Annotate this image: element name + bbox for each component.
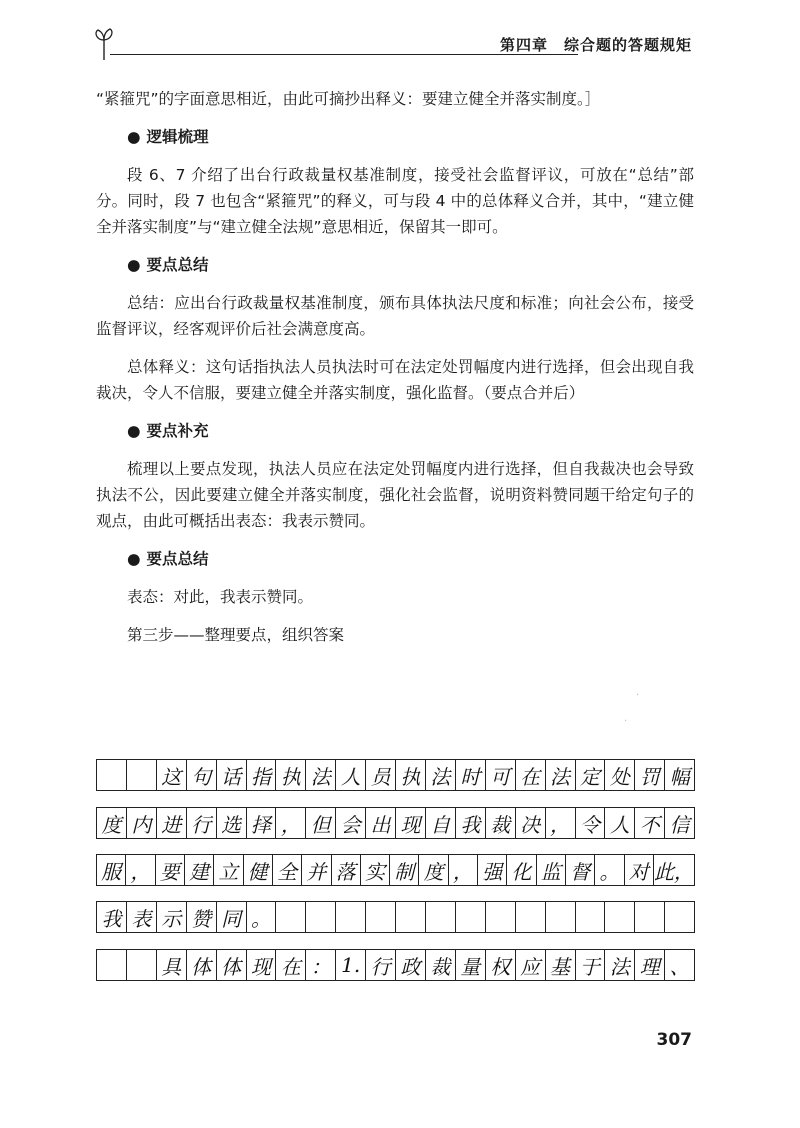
grid-cell: 1. [336, 950, 366, 980]
grid-cell: 决 [516, 808, 546, 838]
section-heading: ● 要点总结 [127, 550, 209, 568]
paragraph: 段 6、7 介绍了出台行政裁量权基准制度，接受社会监督评议，可放在“总结”部分。同时，段 7 也包含“紧箍咒”的释义，可与段 4 中的总体释义合并，其中，“建立健全并落实制度”与“建立健全法规”意思相近，保留其一即可。 [96, 166, 694, 236]
grid-cell: 强 [478, 855, 507, 885]
section-heading: ● 要点总结 [127, 256, 209, 274]
grid-cell: ： [306, 950, 336, 980]
grid-cell [456, 902, 486, 932]
grid-cell: 时 [456, 760, 486, 790]
grid-cell: 选 [217, 808, 247, 838]
page-header [92, 22, 692, 62]
grid-cell: 员 [366, 760, 396, 790]
grid-row [96, 854, 695, 886]
grid-cell [396, 902, 426, 932]
grid-cell: 处 [605, 760, 635, 790]
grid-cell: 监 [537, 855, 566, 885]
grid-cell: 内 [127, 808, 157, 838]
grid-cell: 建 [185, 855, 214, 885]
grid-cell: 信 [665, 808, 695, 838]
grid-cell [306, 902, 336, 932]
grid-cell: 度 [419, 855, 448, 885]
grid-cell: 幅 [665, 760, 695, 790]
grid-cell: 并 [302, 855, 331, 885]
body-text [96, 86, 694, 648]
grid-cell [97, 760, 127, 790]
grid-cell: 人 [605, 808, 635, 838]
grid-row [96, 949, 695, 981]
grid-cell [127, 760, 157, 790]
grid-cell: 人 [336, 760, 366, 790]
grid-row [96, 901, 695, 933]
grid-cell: ， [126, 855, 155, 885]
grid-cell: 裁 [426, 950, 456, 980]
grid-cell [426, 902, 456, 932]
grid-cell: 体 [217, 950, 247, 980]
grid-cell: 法 [306, 760, 336, 790]
grid-cell: 体 [187, 950, 217, 980]
grid-cell: 此， [654, 855, 695, 885]
grid-cell: 现 [396, 808, 426, 838]
grid-cell: 但 [306, 808, 336, 838]
grid-cell: 政 [396, 950, 426, 980]
grid-cell: ， [276, 808, 306, 838]
grid-cell: 理 [635, 950, 665, 980]
grid-cell: 全 [273, 855, 302, 885]
grid-cell: 执 [396, 760, 426, 790]
grid-cell: 不 [635, 808, 665, 838]
paragraph: “紧箍咒”的字面意思相近，由此可摘抄出释义：要建立健全并落实制度。］ [96, 90, 601, 108]
grid-cell: 这 [157, 760, 187, 790]
grid-cell: 择 [247, 808, 277, 838]
grid-cell [486, 902, 516, 932]
grid-cell: ， [546, 808, 576, 838]
grid-cell [516, 902, 546, 932]
grid-cell: ， [449, 855, 478, 885]
grid-cell [635, 902, 665, 932]
grid-cell: 法 [426, 760, 456, 790]
paragraph: 梳理以上要点发现，执法人员应在法定处罚幅度内进行选择，但自我裁决也会导致执法不公，因此要建立健全并落实制度，强化社会监督，说明资料赞同题干给定句子的观点，由此可概括出表态：我表示赞同。 [96, 460, 694, 530]
paragraph: 总体释义：这句话指执法人员执法时可在法定处罚幅度内进行选择，但会出现自我裁决，令人不信服，要建立健全并落实制度，强化监督。（要点合并后） [96, 358, 694, 402]
grid-cell: 句 [187, 760, 217, 790]
page-number: 307 [656, 1030, 692, 1050]
grid-cell: 我 [456, 808, 486, 838]
grid-cell: 在 [516, 760, 546, 790]
grid-cell: 对 [625, 855, 654, 885]
grid-cell: 我 [97, 902, 127, 932]
grid-cell: 实 [361, 855, 390, 885]
grid-cell: 化 [507, 855, 536, 885]
grid-cell: 会 [336, 808, 366, 838]
grid-cell: 于 [576, 950, 606, 980]
grid-cell [366, 902, 396, 932]
grid-cell: 同 [217, 902, 247, 932]
grid-cell: 赞 [187, 902, 217, 932]
grid-cell: 现 [247, 950, 277, 980]
grid-cell [665, 902, 695, 932]
grid-cell [576, 902, 606, 932]
grid-cell: 。 [247, 902, 277, 932]
grid-cell [336, 902, 366, 932]
section-heading: ● 要点补充 [127, 422, 209, 440]
bullet-icon: ● [127, 256, 141, 274]
grid-cell: 在 [276, 950, 306, 980]
grid-cell: 法 [605, 950, 635, 980]
grid-cell: 服 [97, 855, 126, 885]
grid-cell: 权 [486, 950, 516, 980]
grid-cell: 要 [156, 855, 185, 885]
grid-cell: 基 [546, 950, 576, 980]
bullet-icon: ● [127, 128, 141, 146]
paragraph: 总结：应出台行政裁量权基准制度，颁布具体执法尺度和标准；向社会公布，接受监督评议，经客观评价后社会满意度高。 [96, 294, 694, 338]
grid-cell: 、 [665, 950, 695, 980]
grid-cell: 示 [157, 902, 187, 932]
grid-cell: 具 [157, 950, 187, 980]
grid-row [96, 807, 695, 839]
grid-cell: 进 [157, 808, 187, 838]
grid-cell: 罚 [635, 760, 665, 790]
grid-cell: 。 [595, 855, 624, 885]
grid-cell: 执 [276, 760, 306, 790]
grid-cell [97, 950, 127, 980]
grid-cell: 立 [214, 855, 243, 885]
step-heading: 第三步——整理要点，组织答案 [127, 626, 345, 644]
grid-cell: 制 [390, 855, 419, 885]
grid-cell: 度 [97, 808, 127, 838]
grid-cell [605, 902, 635, 932]
grid-cell: 定 [576, 760, 606, 790]
grid-cell: 落 [332, 855, 361, 885]
grid-cell: 表 [127, 902, 157, 932]
grid-cell [546, 902, 576, 932]
sprout-icon [92, 22, 116, 62]
paragraph: 表态：对此，我表示赞同。 [127, 588, 314, 606]
bullet-icon: ● [127, 422, 141, 440]
grid-cell: 应 [516, 950, 546, 980]
grid-cell: 话 [217, 760, 247, 790]
grid-cell: 行 [187, 808, 217, 838]
grid-cell: 裁 [486, 808, 516, 838]
grid-cell: 出 [366, 808, 396, 838]
section-heading: ● 逻辑梳理 [127, 128, 209, 146]
grid-cell: 行 [366, 950, 396, 980]
bullet-icon: ● [127, 550, 141, 568]
grid-cell: 法 [546, 760, 576, 790]
grid-row [96, 759, 695, 791]
grid-cell: 可 [486, 760, 516, 790]
grid-cell: 量 [456, 950, 486, 980]
grid-cell: 令 [576, 808, 606, 838]
grid-cell: 自 [426, 808, 456, 838]
grid-cell [276, 902, 306, 932]
chapter-title: 第四章 综合题的答题规矩 [499, 36, 692, 54]
grid-cell: 健 [244, 855, 273, 885]
grid-cell: 指 [247, 760, 277, 790]
grid-cell: 督 [566, 855, 595, 885]
grid-cell [127, 950, 157, 980]
